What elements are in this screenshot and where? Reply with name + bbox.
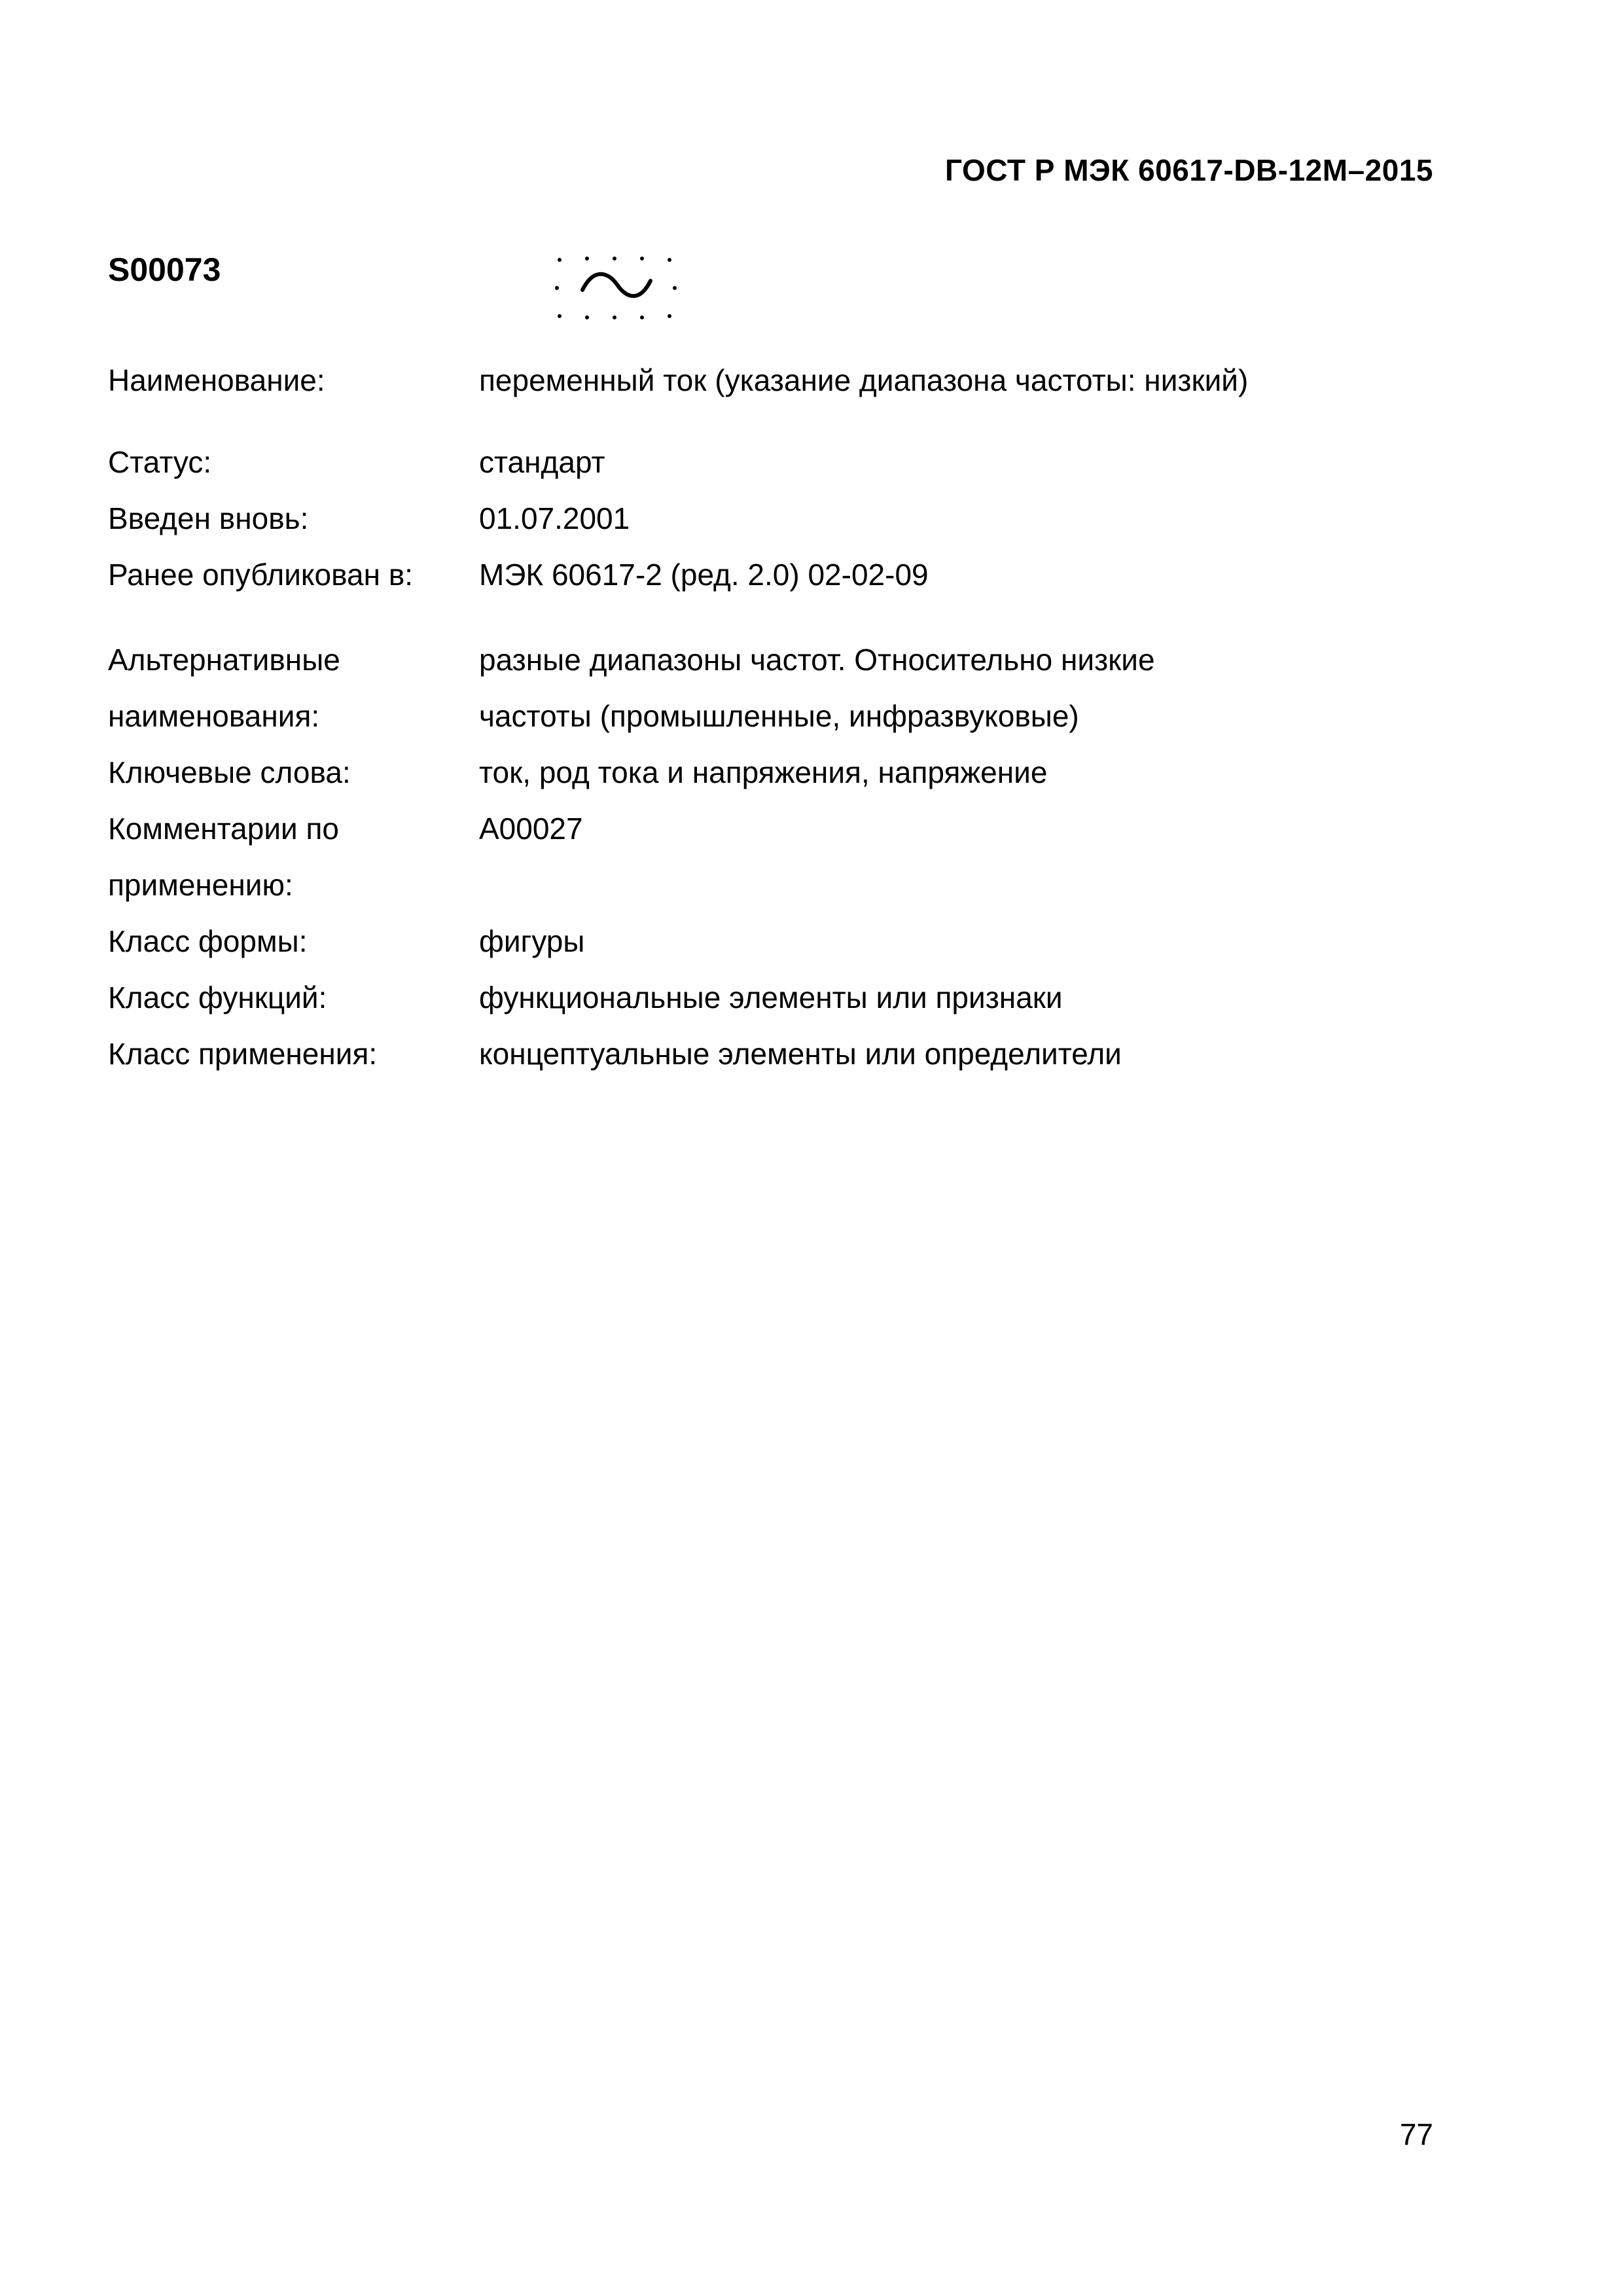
keywords-value: ток, род тока и напряжения, напряжение	[479, 755, 1048, 789]
alternative-names-label-line-1: Альтернативные	[108, 643, 340, 677]
shape-class-value: фигуры	[479, 924, 585, 958]
alternative-names-value-line-2: частоты (промышленные, инфразвуковые)	[479, 699, 1079, 733]
previously-published-value: МЭК 60617-2 (ред. 2.0) 02-02-09	[479, 558, 929, 592]
function-class-label: Класс функций:	[108, 980, 327, 1014]
application-class-label: Класс применения:	[108, 1037, 378, 1071]
application-comments-label-line-2: применению:	[108, 868, 293, 902]
symbol-id: S00073	[108, 251, 221, 288]
status-label: Статус:	[108, 445, 212, 479]
introduced-value: 01.07.2001	[479, 501, 630, 535]
alternative-names-label-line-2: наименования:	[108, 699, 320, 733]
status-value: стандарт	[479, 445, 605, 479]
introduced-label: Введен вновь:	[108, 501, 309, 535]
application-class-value: концептуальные элементы или определители	[479, 1037, 1122, 1071]
keywords-label: Ключевые слова:	[108, 755, 351, 789]
name-value: переменный ток (указание диапазона частоты: низкий)	[479, 363, 1249, 397]
page-number: 77	[1399, 2117, 1433, 2151]
function-class-value: функциональные элементы или признаки	[479, 980, 1063, 1014]
name-label: Наименование:	[108, 363, 325, 397]
alternating-current-low-frequency-symbol-icon	[553, 252, 690, 331]
standard-code-header: ГОСТ Р МЭК 60617-DB-12M–2015	[945, 153, 1433, 187]
shape-class-label: Класс формы:	[108, 924, 308, 958]
application-comments-label-line-1: Комментарии по	[108, 812, 339, 846]
previously-published-label: Ранее опубликован в:	[108, 558, 414, 592]
application-comments-value: A00027	[479, 812, 583, 846]
alternative-names-value-line-1: разные диапазоны частот. Относительно низкие	[479, 643, 1155, 677]
